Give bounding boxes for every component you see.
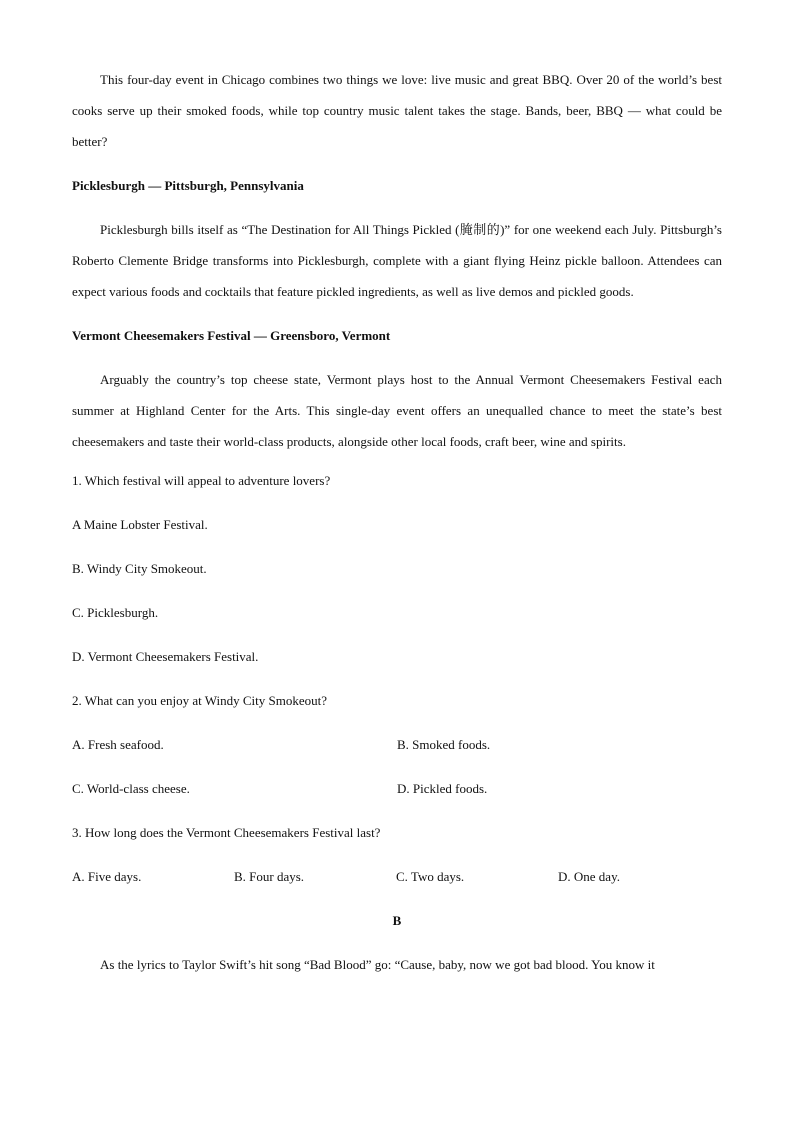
picklesburgh-heading: Picklesburgh — Pittsburgh, Pennsylvania xyxy=(72,178,304,193)
document-page xyxy=(72,64,722,980)
question-3-option-b: B. Four days. xyxy=(234,869,305,884)
question-2-option-b: B. Smoked foods. xyxy=(397,737,491,752)
question-1-option-d: D. Vermont Cheesemakers Festival. xyxy=(72,649,259,664)
vermont-paragraph: Arguably the country’s top cheese state, Vermont plays host to the Annual Vermont Cheesemakers Festival each summer at Highland Center for the Arts. This single-day event offers an unequalled chance to meet the state’s best cheesemakers and taste their world-class products, alongside other local foods, craft beer, wine and spirits. xyxy=(72,372,722,449)
section-b-intro: As the lyrics to Taylor Swift’s hit song “Bad Blood” go: “Cause, baby, now we got bad blood. You know it xyxy=(100,957,655,972)
question-1-option-a: A Maine Lobster Festival. xyxy=(72,517,208,532)
question-2-option-c: C. World-class cheese. xyxy=(72,781,190,796)
question-3-options-row xyxy=(72,867,722,887)
section-b-label: B xyxy=(392,913,402,928)
question-3-option-c: C. Two days. xyxy=(396,869,465,884)
question-3-option-a: A. Five days. xyxy=(72,869,142,884)
question-3-stem: 3. How long does the Vermont Cheesemakers Festival last? xyxy=(72,825,381,840)
question-2-option-a: A. Fresh seafood. xyxy=(72,737,164,752)
question-1-option-b: B. Windy City Smokeout. xyxy=(72,561,207,576)
question-1-stem: 1. Which festival will appeal to adventure lovers? xyxy=(72,473,331,488)
question-1-option-c: C. Picklesburgh. xyxy=(72,605,159,620)
vermont-heading: Vermont Cheesemakers Festival — Greensboro, Vermont xyxy=(72,328,391,343)
question-2-options-row-2 xyxy=(72,779,722,799)
question-2-stem: 2. What can you enjoy at Windy City Smokeout? xyxy=(72,693,327,708)
question-3-option-d: D. One day. xyxy=(558,869,620,884)
question-2-options-row-1 xyxy=(72,735,722,755)
picklesburgh-paragraph: Picklesburgh bills itself as “The Destination for All Things Pickled (腌制的)” for one weekend each July. Pittsburgh’s Roberto Clemente Bridge transforms into Picklesburgh, complete with a giant flying Heinz pickle balloon. Attendees can expect various foods and cocktails that feature pickled ingredients, as well as live demos and pickled goods. xyxy=(72,222,722,299)
question-2-option-d: D. Pickled foods. xyxy=(397,781,488,796)
windy-city-paragraph: This four-day event in Chicago combines two things we love: live music and great BBQ. Over 20 of the world’s best cooks serve up their smoked foods, while top country music talent takes the stage. Bands, beer, BBQ — what could be better? xyxy=(72,72,722,149)
